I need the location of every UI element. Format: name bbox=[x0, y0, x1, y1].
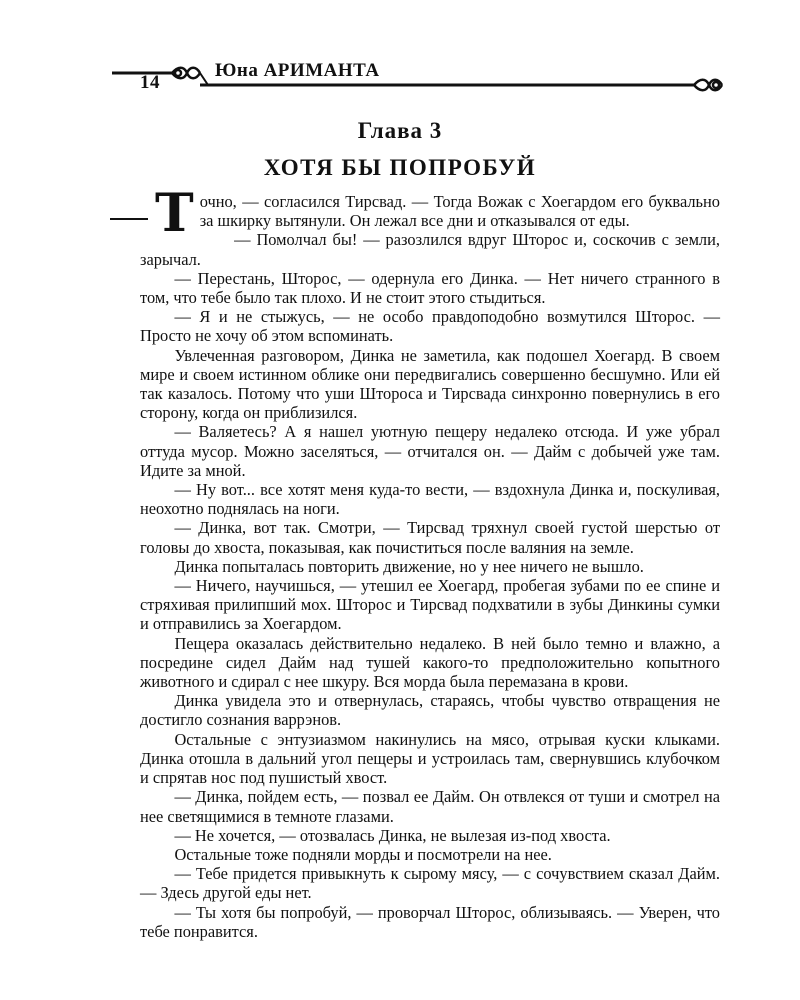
paragraph: Остальные тоже подняли морды и посмотрели на нее. bbox=[174, 844, 552, 864]
paragraph: — Не хочется, — отозвалась Динка, не вылезая из-под хвоста. bbox=[174, 825, 611, 845]
paragraph: — Тебе придется привыкнуть к сырому мясу, — с сочувствием сказал Дайм. — Здесь другой еды нет. bbox=[140, 864, 720, 903]
paragraph: — Динка, пойдем есть, — позвал ее Дайм. Он отвлекся от туши и смотрел на нее светящимися в темноте глазами. bbox=[140, 787, 720, 826]
page-number: 14 bbox=[140, 72, 160, 93]
chapter-title: ХОТЯ БЫ ПОПРОБУЙ bbox=[263, 155, 537, 180]
paragraph: Увлеченная разговором, Динка не заметила, как подошел Хоегард. В своем мире и своем истинном облике они передвигались совершенно бесшумно. Или ей так казалось. Потому что уши Штороса и Тирсвада синхронно повернулись в его сторону, когда он приблизился. bbox=[140, 345, 720, 423]
body-text bbox=[140, 183, 720, 941]
paragraph: Остальные с энтузиазмом накинулись на мясо, отрывая куски клыками. Динка отошла в дальний угол пещеры и устроилась там, свернувшись клубочком и спрятав нос под пушистый хвост. bbox=[140, 729, 720, 788]
chapter-label: Глава 3 bbox=[357, 118, 443, 143]
paragraph: — Перестань, Шторос, — одернула его Динка. — Нет ничего странного в том, что тебе было так плохо. И не стоит этого стыдиться. bbox=[140, 268, 720, 308]
paragraph: — Ты хотя бы попробуй, — проворчал Шторос, облизываясь. — Уверен, что тебе понравится. bbox=[140, 902, 720, 941]
paragraph: — Я и не стыжусь, — не особо правдоподобно возмутился Шторос. — Просто не хочу об этом вспоминать. bbox=[140, 307, 720, 346]
paragraph: — Ну вот... все хотят меня куда-то вести, — вздохнула Динка и, поскуливая, неохотно поднялась на ноги. bbox=[140, 480, 720, 519]
paragraph-first-text: очно, — согласился Тирсвад. — Тогда Вожак с Хоегардом его буквально за шкирку вытянули. Он лежал все дни и отказывался от еды. bbox=[199, 192, 720, 231]
knot-divider-icon bbox=[112, 62, 724, 102]
running-head-title: Юна АРИМАНТА bbox=[215, 60, 380, 81]
paragraph-first bbox=[140, 183, 720, 244]
paragraph: Динка попыталась повторить движение, но у нее ничего не вышло. bbox=[174, 556, 644, 576]
paragraph: — Динка, вот так. Смотри, — Тирсвад тряхнул своей густой шерстью от головы до хвоста, показывая, как почиститься после валяния на земле. bbox=[140, 518, 720, 557]
paragraph: — Валяетесь? А я нашел уютную пещеру недалеко отсюда. И уже убрал оттуда мусор. Можно заселяться, — отчитался он. — Дайм с добычей уже там. Идите за мной. bbox=[140, 422, 720, 480]
paragraph: Пещера оказалась действительно недалеко. В ней было темно и влажно, а посредине сидел Дайм над тушей какого-то предположительно копытного животного и сдирал с нее шкуру. Вся морда была перемазана в крови. bbox=[140, 633, 720, 692]
running-header-ornament bbox=[112, 62, 724, 102]
drop-cap: Т bbox=[155, 183, 194, 244]
paragraph: Динка увидела это и отвернулась, стараясь, чтобы чувство отвращения не достигло сознания варрэнов. bbox=[140, 691, 720, 730]
paragraph: — Ничего, научишься, — утешил ее Хоегард, пробегая зубами по ее спине и стряхивая прилипший мох. Шторос и Тирсвад подхватили в зубы Динкины сумки и отправились за Хоегардом. bbox=[140, 576, 720, 634]
paragraph: — Помолчал бы! — разозлился вдруг Шторос и, соскочив с земли, зарычал. bbox=[140, 230, 720, 269]
